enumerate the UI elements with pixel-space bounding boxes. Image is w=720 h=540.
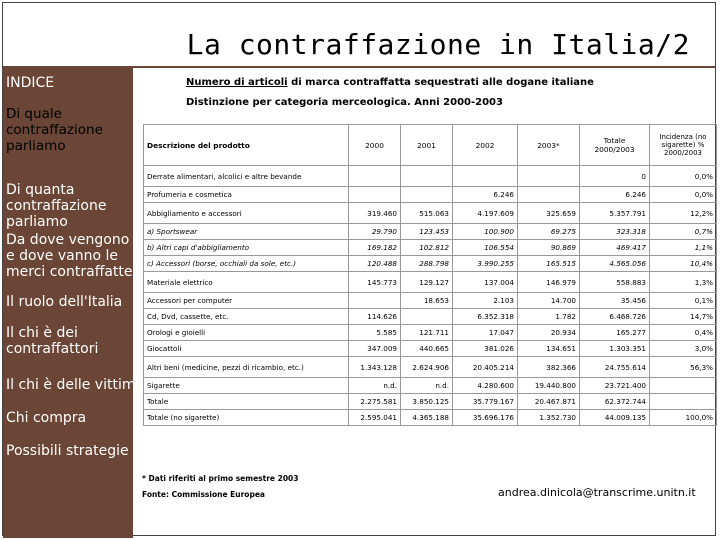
table-cell: 134.651 xyxy=(518,341,580,357)
table-cell: 0,4% xyxy=(650,325,717,341)
row-label: Profumeria e cosmetica xyxy=(144,187,349,203)
table-row xyxy=(144,240,717,256)
table-cell: 381.026 xyxy=(453,341,518,357)
table-row xyxy=(144,410,717,426)
table-row xyxy=(144,187,717,203)
table-cell: 6.246 xyxy=(580,187,650,203)
table-row xyxy=(144,394,717,410)
table-cell: 29.790 xyxy=(349,224,401,240)
table-cell: 515.063 xyxy=(401,203,453,224)
table-cell: 0,0% xyxy=(650,187,717,203)
sidebar-item-strategie[interactable]: Possibili strategie xyxy=(6,443,129,459)
row-label: Cd, Dvd, cassette, etc. xyxy=(144,309,349,325)
table-cell: 20.934 xyxy=(518,325,580,341)
table-cell: 23.721.400 xyxy=(580,378,650,394)
table-cell: 20.467.871 xyxy=(518,394,580,410)
table-row xyxy=(144,203,717,224)
table-row xyxy=(144,357,717,378)
table-cell: 347.009 xyxy=(349,341,401,357)
table-cell: 6.468.726 xyxy=(580,309,650,325)
row-label: Accessori per computer xyxy=(144,293,349,309)
table-cell: 114.626 xyxy=(349,309,401,325)
table-cell: 146.979 xyxy=(518,272,580,293)
table-subtitle-line2: Distinzione per categoria merceologica. Anni 2000-2003 xyxy=(186,97,503,108)
table-row xyxy=(144,166,717,187)
table-row xyxy=(144,378,717,394)
header-2002: 2002 xyxy=(453,125,518,166)
table-cell: 69.275 xyxy=(518,224,580,240)
table-cell: 14.700 xyxy=(518,293,580,309)
row-label: a) Sportswear xyxy=(144,224,349,240)
sidebar-index-label: INDICE xyxy=(6,75,55,91)
table-cell xyxy=(518,187,580,203)
table-cell: 165.515 xyxy=(518,256,580,272)
table-cell: n.d. xyxy=(401,378,453,394)
table-cell: 100,0% xyxy=(650,410,717,426)
header-2000: 2000 xyxy=(349,125,401,166)
table-cell: 323.318 xyxy=(580,224,650,240)
table-cell xyxy=(650,394,717,410)
table-cell: 18.653 xyxy=(401,293,453,309)
table-cell: 325.659 xyxy=(518,203,580,224)
table-cell: 100.900 xyxy=(453,224,518,240)
table-cell: 1.352.730 xyxy=(518,410,580,426)
table-cell: 2.595.041 xyxy=(349,410,401,426)
header-2001: 2001 xyxy=(401,125,453,166)
table-cell: 319.460 xyxy=(349,203,401,224)
table-cell: 35.456 xyxy=(580,293,650,309)
table-cell: 129.127 xyxy=(401,272,453,293)
table-cell xyxy=(401,166,453,187)
table-cell: 3.990.255 xyxy=(453,256,518,272)
table-cell: 4.280.600 xyxy=(453,378,518,394)
table-header-row xyxy=(144,125,717,166)
table-cell: 1.782 xyxy=(518,309,580,325)
table-cell: 5.585 xyxy=(349,325,401,341)
table-row xyxy=(144,309,717,325)
table-cell: 169.182 xyxy=(349,240,401,256)
table-cell: 10,4% xyxy=(650,256,717,272)
table-cell: 12,2% xyxy=(650,203,717,224)
row-label: b) Altri capi d'abbigliamento xyxy=(144,240,349,256)
table-cell: 0,7% xyxy=(650,224,717,240)
table-cell: 121.711 xyxy=(401,325,453,341)
table-cell: 1.303.351 xyxy=(580,341,650,357)
row-label: c) Accessori (borse, occhiali da sole, etc.) xyxy=(144,256,349,272)
header-2003: 2003* xyxy=(518,125,580,166)
table-cell: 17.047 xyxy=(453,325,518,341)
table-cell: 5.357.791 xyxy=(580,203,650,224)
title-divider xyxy=(3,66,715,68)
row-label: Giocattoli xyxy=(144,341,349,357)
table-cell: 19.440.800 xyxy=(518,378,580,394)
table-cell: 440.665 xyxy=(401,341,453,357)
table-cell: 0,0% xyxy=(650,166,717,187)
table-cell xyxy=(650,378,717,394)
table-cell: 44.009.135 xyxy=(580,410,650,426)
source-note: Fonte: Commissione Europea xyxy=(142,490,265,499)
table-cell: 102.812 xyxy=(401,240,453,256)
table-cell: 2.624.906 xyxy=(401,357,453,378)
row-label: Derrate alimentari, alcolici e altre bevande xyxy=(144,166,349,187)
subtitle-underlined: Numero di articoli xyxy=(186,77,288,88)
page-title: La contraffazione in Italia/2 xyxy=(186,28,690,61)
table-cell: 4.565.056 xyxy=(580,256,650,272)
table-cell: 2.275.581 xyxy=(349,394,401,410)
table-cell: 14,7% xyxy=(650,309,717,325)
header-total: Totale 2000/2003 xyxy=(580,125,650,166)
table-cell: 382.366 xyxy=(518,357,580,378)
table-cell: 165.277 xyxy=(580,325,650,341)
table-cell: 62.372.744 xyxy=(580,394,650,410)
table-row xyxy=(144,256,717,272)
row-label: Sigarette xyxy=(144,378,349,394)
row-label: Orologi e gioielli xyxy=(144,325,349,341)
table-row xyxy=(144,272,717,293)
table-cell: 469.417 xyxy=(580,240,650,256)
table-cell: 120.488 xyxy=(349,256,401,272)
subtitle-rest: di marca contraffatta sequestrati alle dogane italiane xyxy=(287,77,594,88)
table-cell xyxy=(518,166,580,187)
seizures-table xyxy=(143,124,717,426)
table-cell: 2.103 xyxy=(453,293,518,309)
table-cell: 145.773 xyxy=(349,272,401,293)
email-contact[interactable]: andrea.dinicola@transcrime.unitn.it xyxy=(498,486,696,499)
sidebar-item-chi-contraffattori[interactable]: Il chi è dei contraffattori xyxy=(6,325,99,357)
table-cell: 6.352.318 xyxy=(453,309,518,325)
row-label: Totale xyxy=(144,394,349,410)
footnote: * Dati riferiti al primo semestre 2003 xyxy=(142,474,299,483)
table-row xyxy=(144,325,717,341)
table-cell: 4.197.609 xyxy=(453,203,518,224)
table-cell xyxy=(349,293,401,309)
table-cell: 123.453 xyxy=(401,224,453,240)
table-cell: 106.554 xyxy=(453,240,518,256)
table-cell: 1,1% xyxy=(650,240,717,256)
row-label: Totale (no sigarette) xyxy=(144,410,349,426)
table-cell: 20.405.214 xyxy=(453,357,518,378)
table-cell: 558.883 xyxy=(580,272,650,293)
table-subtitle xyxy=(186,77,594,88)
table-cell: 0,1% xyxy=(650,293,717,309)
row-label: Materiale elettrico xyxy=(144,272,349,293)
table-cell: 6.246 xyxy=(453,187,518,203)
table-cell: 24.755.614 xyxy=(580,357,650,378)
table-cell xyxy=(401,187,453,203)
table-cell: 0 xyxy=(580,166,650,187)
table-cell: 1,3% xyxy=(650,272,717,293)
table-cell xyxy=(349,166,401,187)
row-label: Abbigliamento e accessori xyxy=(144,203,349,224)
table-cell: 3.850.125 xyxy=(401,394,453,410)
table-cell xyxy=(453,166,518,187)
table-cell: 4.365.188 xyxy=(401,410,453,426)
sidebar-item-chi-vittime[interactable]: Il chi è delle vittime xyxy=(6,377,145,393)
sidebar-item-label: Di quanta contraffazione parliamo xyxy=(6,182,107,230)
table-row xyxy=(144,293,717,309)
table-row xyxy=(144,224,717,240)
sidebar-item-di-quale[interactable]: Di quale contraffazione parliamo xyxy=(6,106,103,154)
table-cell: 90.869 xyxy=(518,240,580,256)
table-cell: 288.798 xyxy=(401,256,453,272)
header-incidence: Incidenza (no sigarette) % 2000/2003 xyxy=(650,125,717,166)
table-cell: 3,0% xyxy=(650,341,717,357)
table-cell: 1.343.128 xyxy=(349,357,401,378)
row-label: Altri beni (medicine, pezzi di ricambio, etc.) xyxy=(144,357,349,378)
table-cell xyxy=(401,309,453,325)
sidebar-item-di-quanta[interactable] xyxy=(6,182,134,230)
table-cell: n.d. xyxy=(349,378,401,394)
sidebar-item-chi-compra[interactable]: Chi compra xyxy=(6,410,87,426)
table-cell: 56,3% xyxy=(650,357,717,378)
table-cell: 35.696.176 xyxy=(453,410,518,426)
table-cell: 137.004 xyxy=(453,272,518,293)
sidebar-item-ruolo-italia[interactable]: Il ruolo dell'Italia xyxy=(6,294,123,310)
table-row xyxy=(144,341,717,357)
table-cell xyxy=(349,187,401,203)
header-description: Descrizione del prodotto xyxy=(144,125,349,166)
table-cell: 35.779.167 xyxy=(453,394,518,410)
sidebar-item-da-dove[interactable]: Da dove vengono e dove vanno le merci contraffatte xyxy=(6,232,133,280)
